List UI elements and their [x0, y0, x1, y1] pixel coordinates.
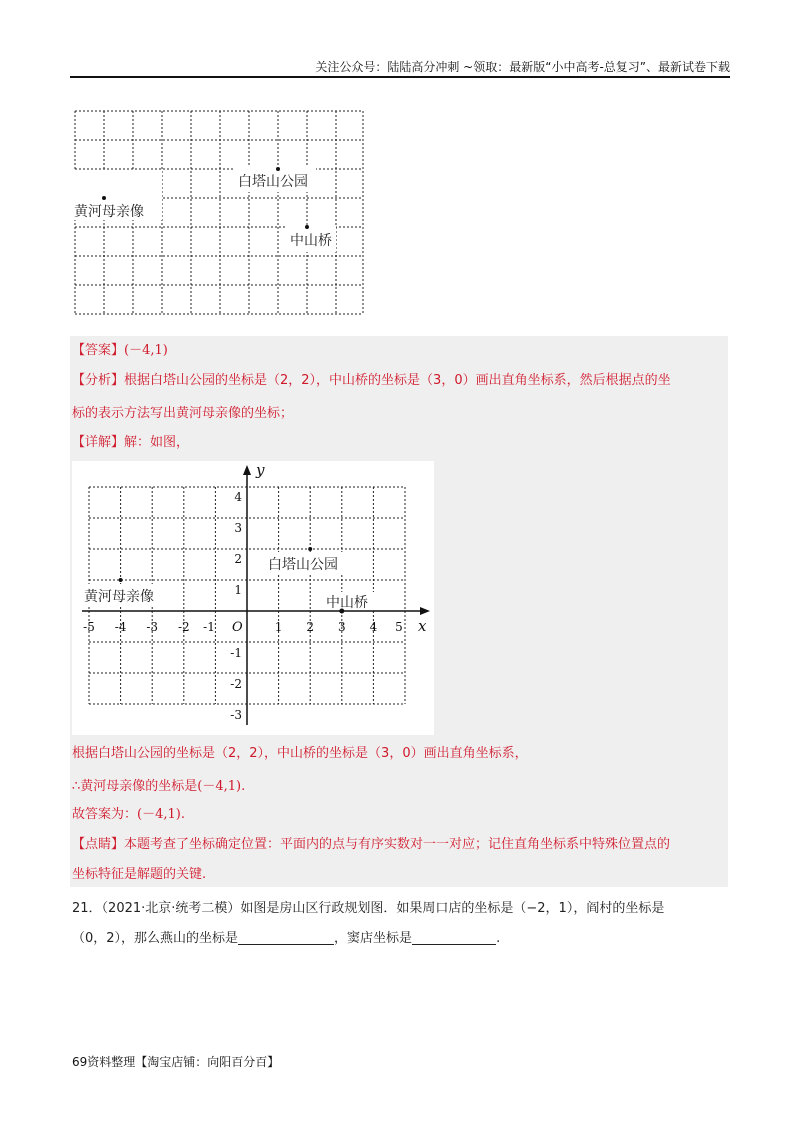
solution-line-2-suffix: .: [241, 779, 246, 794]
page-footer: 69资料整理【淘宝店铺：向阳百分百】: [72, 1055, 280, 1069]
x-tick-label: 4: [369, 620, 378, 634]
x-tick-label: -5: [83, 620, 95, 634]
y-tick-label: -3: [230, 708, 242, 722]
answer-line: [72, 342, 168, 360]
question-21-suffix: .: [496, 931, 501, 946]
question-21-line-1: 21．（2021·北京·统考二模）如图是房山区行政规划图．如果周口店的坐标是（−2，1），阎村的坐标是: [72, 901, 665, 916]
y-axis-arrow: [243, 465, 251, 475]
solution-line-2: [72, 778, 245, 796]
label-huanghe: 黄河母亲像: [84, 589, 154, 605]
analysis-text-2: 标的表示方法写出黄河母亲像的坐标；: [72, 406, 294, 421]
question-21-line-2: [72, 930, 500, 948]
y-tick-label: -1: [230, 646, 242, 660]
answer-tag: 【答案】: [72, 343, 125, 358]
detail-line: [72, 434, 189, 452]
y-tick-label: 4: [234, 490, 242, 504]
solution-line-3-prefix: 故答案为：: [72, 807, 138, 822]
label-huanghe: 黄河母亲像: [74, 204, 144, 220]
solution-line-3-value: (－4,1): [137, 807, 181, 822]
x-tick-label: -3: [146, 620, 159, 634]
origin-label: O: [232, 620, 243, 635]
figure-2-coordinate-plane: [72, 461, 434, 735]
detail-text: 解：如图，: [124, 435, 190, 450]
y-tick-label: -2: [230, 677, 242, 691]
y-tick-label: 3: [234, 521, 242, 535]
y-tick-label: 1: [234, 583, 242, 597]
page-header: 关注公众号：陆陆高分冲刺 ~领取：最新版“小中高考-总复习”、最新试卷下载: [315, 60, 730, 74]
figure-1-grid: [74, 110, 366, 316]
point-huanghe: [102, 196, 106, 200]
x-tick-label: 3: [337, 620, 346, 634]
answer-blank-yanshan: [238, 930, 334, 945]
y-tick-label: 2: [234, 552, 242, 566]
solution-line-2-prefix: ∴黄河母亲像的坐标是: [72, 779, 198, 794]
point-baita: [308, 547, 312, 551]
solution-line-1: 根据白塔山公园的坐标是（2，2），中山桥的坐标是（3，0）画出直角坐标系，: [72, 746, 528, 761]
answer-value: (－4,1): [124, 343, 168, 358]
solution-line-3: [72, 806, 185, 824]
analysis-tag: 【分析】: [72, 373, 125, 388]
y-axis-label: y: [256, 461, 265, 479]
analysis-text-1: 根据白塔山公园的坐标是（2，2），中山桥的坐标是（3，0）画出直角坐标系，然后根据点的坐: [124, 373, 671, 388]
solution-line-3-suffix: .: [180, 807, 185, 822]
point-huanghe: [119, 578, 123, 582]
question-21-middle: ，窦店坐标是: [334, 931, 413, 946]
solution-line-2-value: (－4,1): [197, 779, 242, 794]
point-baita: [276, 167, 280, 171]
label-zhongshan: 中山桥: [326, 595, 368, 611]
comment-line-1: [72, 836, 670, 854]
x-tick-label: 1: [274, 620, 283, 634]
label-baita: 白塔山公园: [238, 174, 308, 190]
x-tick-label: 5: [395, 620, 403, 634]
label-zhongshan: 中山桥: [290, 233, 332, 249]
question-21-prefix: （0，2），那么燕山的坐标是: [72, 931, 239, 946]
detail-tag: 【详解】: [72, 435, 125, 450]
comment-tag: 【点睛】: [72, 837, 125, 852]
comment-text-2: 坐标特征是解题的关键.: [72, 867, 207, 882]
analysis-line-1: [72, 372, 671, 390]
x-tick-label: -2: [177, 620, 190, 634]
comment-text-1: 本题考查了坐标确定位置：平面内的点与有序实数对一一对应；记住直角坐标系中特殊位置点的: [124, 837, 671, 852]
answer-blank-doudian: [412, 930, 496, 945]
x-axis-arrow: [420, 607, 430, 615]
x-tick-label: -1: [203, 620, 215, 634]
x-tick-label: 2: [306, 620, 315, 634]
label-baita: 白塔山公园: [268, 557, 338, 573]
point-zhongshan: [305, 225, 309, 229]
header-rule: [70, 76, 730, 78]
x-tick-label: -4: [114, 620, 127, 634]
x-axis-label: x: [418, 617, 427, 635]
